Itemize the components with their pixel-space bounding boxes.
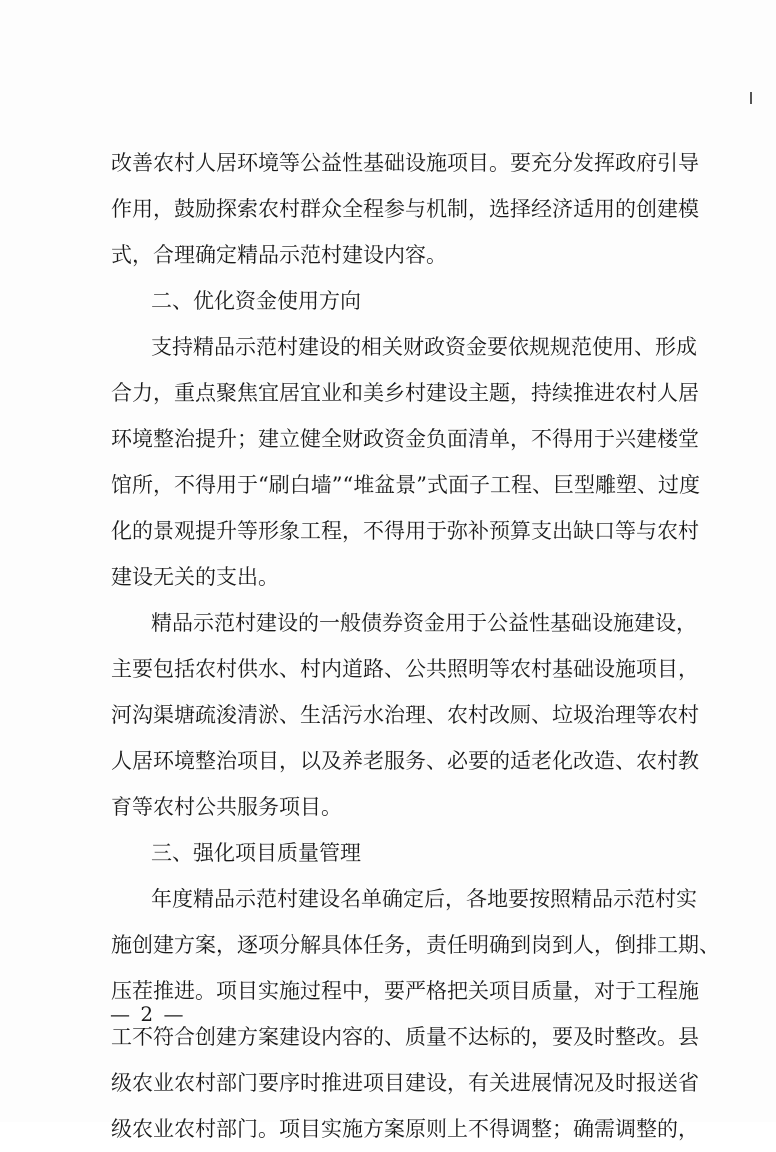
section-heading: 二、优化资金使用方向 (151, 289, 361, 313)
text-line: 级农业农村部门。项目实施方案原则上不得调整；确需调整的， (111, 1117, 699, 1141)
text-line: 级农业农村部门要序时推进项目建设，有关进展情况及时报送省 (111, 1071, 699, 1095)
page-number: — 2 — (110, 1002, 186, 1026)
text-line: 河沟渠塘疏浚清淤、生活污水治理、农村改厕、垃圾治理等农村 (111, 703, 699, 727)
text-line: 支持精品示范村建设的相关财政资金要依规规范使用、形成 (151, 335, 697, 359)
scan-mark (750, 92, 752, 104)
text-line: 环境整治提升；建立健全财政资金负面清单，不得用于兴建楼堂 (111, 427, 699, 451)
text-line: 作用，鼓励探索农村群众全程参与机制，选择经济适用的创建模 (111, 197, 699, 221)
body-text (111, 140, 720, 1152)
text-line: 育等农村公共服务项目。 (111, 795, 342, 819)
text-line: 主要包括农村供水、村内道路、公共照明等农村基础设施项目， (111, 657, 699, 681)
text-line: 年度精品示范村建设名单确定后，各地要按照精品示范村实 (151, 887, 697, 911)
text-line: 工不符合创建方案建设内容的、质量不达标的，要及时整改。县 (111, 1025, 699, 1049)
text-line: 改善农村人居环境等公益性基础设施项目。要充分发挥政府引导 (111, 151, 699, 175)
text-line: 人居环境整治项目，以及养老服务、必要的适老化改造、农村教 (111, 749, 699, 773)
text-line: 压茬推进。项目实施过程中，要严格把关项目质量，对于工程施 (111, 979, 699, 1003)
text-line: 馆所，不得用于“刷白墙”“堆盆景”式面子工程、巨型雕塑、过度 (111, 473, 700, 497)
text-line: 合力，重点聚焦宜居宜业和美乡村建设主题，持续推进农村人居 (111, 381, 699, 405)
text-line: 施创建方案，逐项分解具体任务，责任明确到岗到人，倒排工期、 (111, 933, 720, 957)
text-line: 式，合理确定精品示范村建设内容。 (111, 243, 447, 267)
text-line: 化的景观提升等形象工程，不得用于弥补预算支出缺口等与农村 (111, 519, 699, 543)
text-line: 精品示范村建设的一般债券资金用于公益性基础设施建设， (151, 611, 697, 635)
text-line: 建设无关的支出。 (111, 565, 279, 589)
section-heading: 三、强化项目质量管理 (151, 841, 361, 865)
